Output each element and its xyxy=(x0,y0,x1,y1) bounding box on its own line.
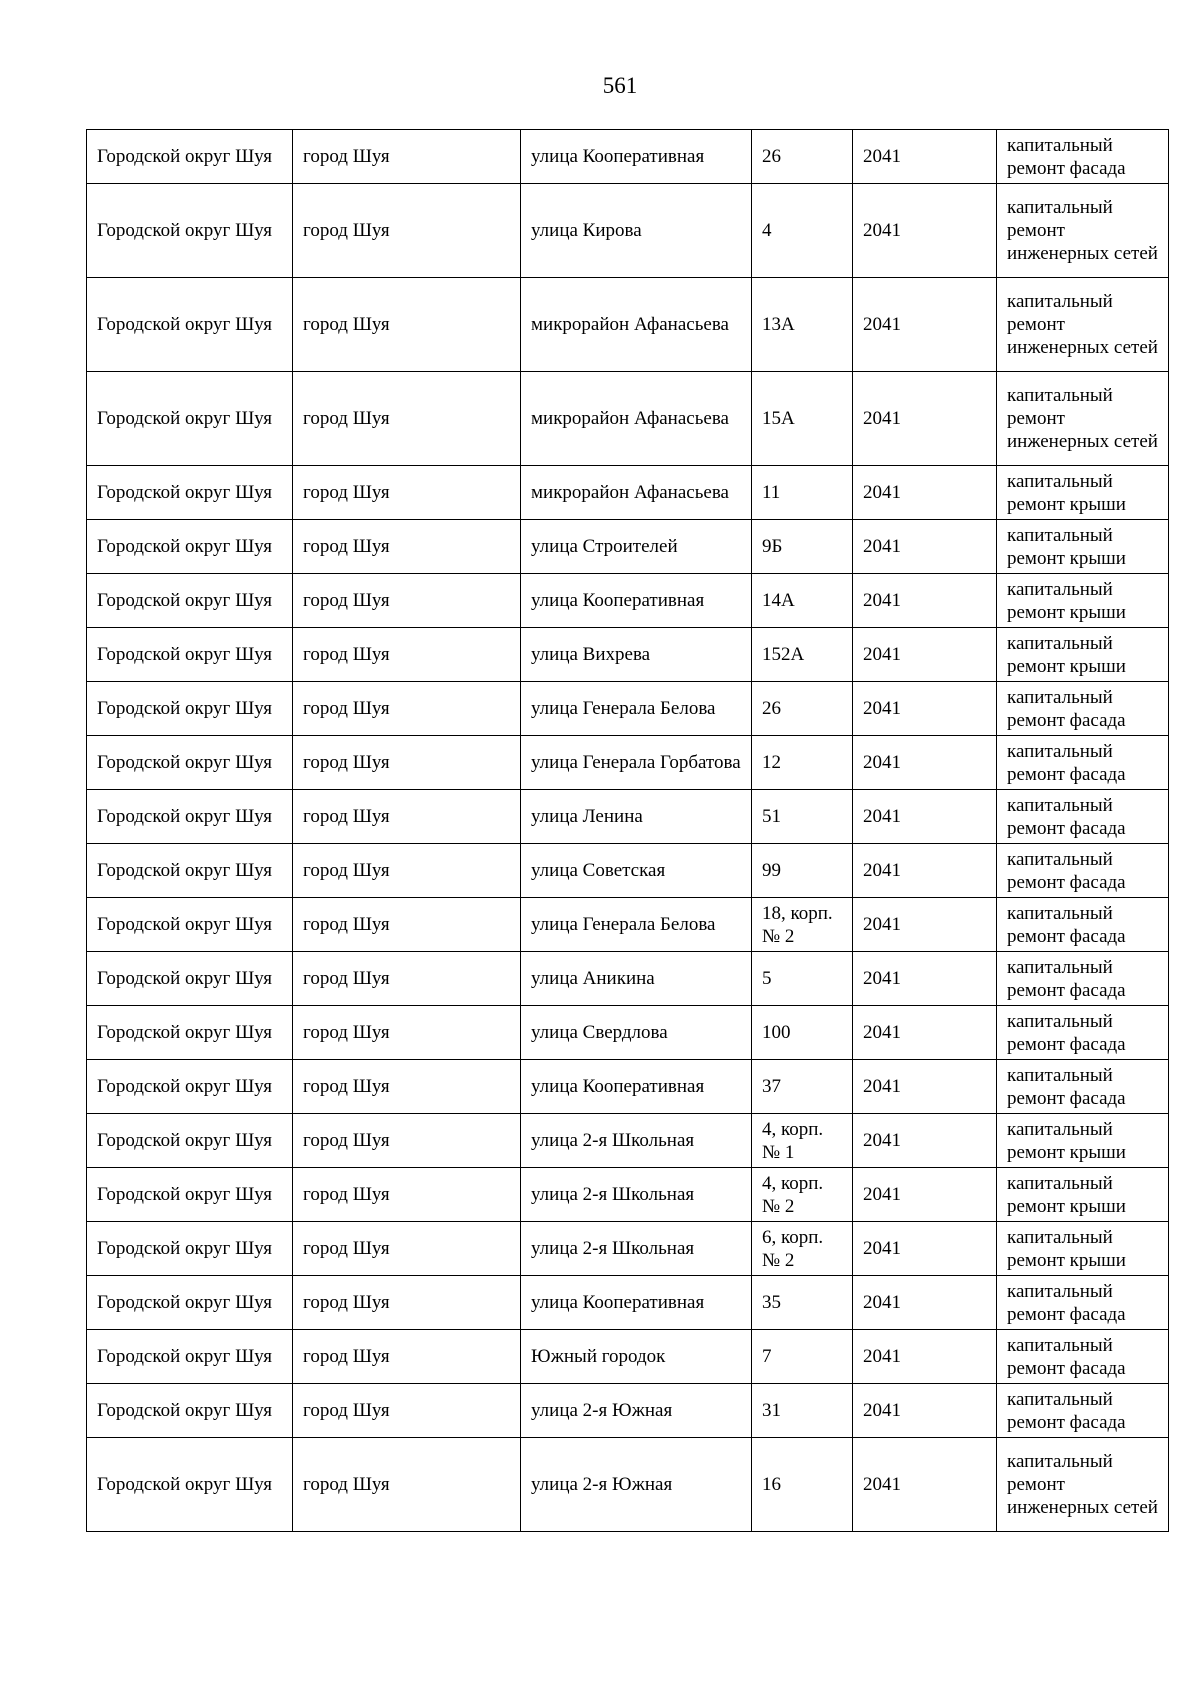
table-row xyxy=(87,1114,1169,1168)
house-number-cell: 99 xyxy=(752,844,853,898)
table-row xyxy=(87,898,1169,952)
year-cell: 2041 xyxy=(853,372,997,466)
settlement-cell: город Шуя xyxy=(293,278,521,372)
settlement-cell: город Шуя xyxy=(293,130,521,184)
table-row xyxy=(87,130,1169,184)
house-number-cell: 4, корп. № 2 xyxy=(752,1168,853,1222)
year-cell: 2041 xyxy=(853,1006,997,1060)
table-row xyxy=(87,1222,1169,1276)
street-cell: улица 2-я Школьная xyxy=(521,1114,752,1168)
table-row xyxy=(87,184,1169,278)
settlement-cell: город Шуя xyxy=(293,952,521,1006)
work-type-cell: капитальный ремонт инженерных сетей xyxy=(997,184,1169,278)
year-cell: 2041 xyxy=(853,1438,997,1532)
work-type-cell: капитальный ремонт инженерных сетей xyxy=(997,278,1169,372)
work-type-cell: капитальный ремонт фасада xyxy=(997,844,1169,898)
municipality-cell: Городской округ Шуя xyxy=(87,1330,293,1384)
settlement-cell: город Шуя xyxy=(293,682,521,736)
municipality-cell: Городской округ Шуя xyxy=(87,466,293,520)
year-cell: 2041 xyxy=(853,1384,997,1438)
settlement-cell: город Шуя xyxy=(293,466,521,520)
work-type-cell: капитальный ремонт фасада xyxy=(997,1006,1169,1060)
settlement-cell: город Шуя xyxy=(293,1330,521,1384)
repair-schedule-table xyxy=(86,129,1169,1532)
year-cell: 2041 xyxy=(853,790,997,844)
house-number-cell: 15А xyxy=(752,372,853,466)
settlement-cell: город Шуя xyxy=(293,1168,521,1222)
settlement-cell: город Шуя xyxy=(293,1114,521,1168)
municipality-cell: Городской округ Шуя xyxy=(87,130,293,184)
settlement-cell: город Шуя xyxy=(293,1276,521,1330)
street-cell: улица 2-я Южная xyxy=(521,1384,752,1438)
street-cell: улица Кооперативная xyxy=(521,130,752,184)
table-row xyxy=(87,844,1169,898)
work-type-cell: капитальный ремонт крыши xyxy=(997,1222,1169,1276)
table-row xyxy=(87,1276,1169,1330)
work-type-cell: капитальный ремонт фасада xyxy=(997,898,1169,952)
year-cell: 2041 xyxy=(853,1060,997,1114)
house-number-cell: 6, корп. № 2 xyxy=(752,1222,853,1276)
year-cell: 2041 xyxy=(853,682,997,736)
street-cell: микрорайон Афанасьева xyxy=(521,372,752,466)
street-cell: улица Ленина xyxy=(521,790,752,844)
year-cell: 2041 xyxy=(853,952,997,1006)
house-number-cell: 12 xyxy=(752,736,853,790)
work-type-cell: капитальный ремонт фасада xyxy=(997,1276,1169,1330)
municipality-cell: Городской округ Шуя xyxy=(87,1114,293,1168)
municipality-cell: Городской округ Шуя xyxy=(87,844,293,898)
house-number-cell: 11 xyxy=(752,466,853,520)
street-cell: Южный городок xyxy=(521,1330,752,1384)
table-row xyxy=(87,1330,1169,1384)
settlement-cell: город Шуя xyxy=(293,372,521,466)
house-number-cell: 4, корп. № 1 xyxy=(752,1114,853,1168)
work-type-cell: капитальный ремонт инженерных сетей xyxy=(997,372,1169,466)
house-number-cell: 26 xyxy=(752,682,853,736)
house-number-cell: 26 xyxy=(752,130,853,184)
settlement-cell: город Шуя xyxy=(293,898,521,952)
table-row xyxy=(87,466,1169,520)
work-type-cell: капитальный ремонт крыши xyxy=(997,574,1169,628)
settlement-cell: город Шуя xyxy=(293,1438,521,1532)
municipality-cell: Городской округ Шуя xyxy=(87,1060,293,1114)
year-cell: 2041 xyxy=(853,898,997,952)
settlement-cell: город Шуя xyxy=(293,1060,521,1114)
street-cell: улица Свердлова xyxy=(521,1006,752,1060)
house-number-cell: 16 xyxy=(752,1438,853,1532)
street-cell: улица 2-я Южная xyxy=(521,1438,752,1532)
street-cell: улица Кирова xyxy=(521,184,752,278)
page-number: 561 xyxy=(602,73,638,98)
table-row xyxy=(87,520,1169,574)
municipality-cell: Городской округ Шуя xyxy=(87,278,293,372)
table-row xyxy=(87,790,1169,844)
year-cell: 2041 xyxy=(853,574,997,628)
street-cell: микрорайон Афанасьева xyxy=(521,466,752,520)
settlement-cell: город Шуя xyxy=(293,844,521,898)
work-type-cell: капитальный ремонт фасада xyxy=(997,682,1169,736)
house-number-cell: 4 xyxy=(752,184,853,278)
work-type-cell: капитальный ремонт крыши xyxy=(997,628,1169,682)
municipality-cell: Городской округ Шуя xyxy=(87,1384,293,1438)
street-cell: улица Вихрева xyxy=(521,628,752,682)
street-cell: улица Кооперативная xyxy=(521,1060,752,1114)
table-row xyxy=(87,1168,1169,1222)
work-type-cell: капитальный ремонт фасада xyxy=(997,130,1169,184)
year-cell: 2041 xyxy=(853,844,997,898)
work-type-cell: капитальный ремонт крыши xyxy=(997,1114,1169,1168)
table-row xyxy=(87,278,1169,372)
municipality-cell: Городской округ Шуя xyxy=(87,574,293,628)
year-cell: 2041 xyxy=(853,736,997,790)
settlement-cell: город Шуя xyxy=(293,520,521,574)
street-cell: улица Кооперативная xyxy=(521,574,752,628)
work-type-cell: капитальный ремонт инженерных сетей xyxy=(997,1438,1169,1532)
house-number-cell: 152А xyxy=(752,628,853,682)
house-number-cell: 35 xyxy=(752,1276,853,1330)
municipality-cell: Городской округ Шуя xyxy=(87,790,293,844)
street-cell: улица 2-я Школьная xyxy=(521,1222,752,1276)
work-type-cell: капитальный ремонт крыши xyxy=(997,466,1169,520)
municipality-cell: Городской округ Шуя xyxy=(87,1438,293,1532)
table-row xyxy=(87,1006,1169,1060)
settlement-cell: город Шуя xyxy=(293,1006,521,1060)
street-cell: улица Кооперативная xyxy=(521,1276,752,1330)
settlement-cell: город Шуя xyxy=(293,1384,521,1438)
house-number-cell: 18, корп. № 2 xyxy=(752,898,853,952)
settlement-cell: город Шуя xyxy=(293,790,521,844)
house-number-cell: 13А xyxy=(752,278,853,372)
municipality-cell: Городской округ Шуя xyxy=(87,952,293,1006)
municipality-cell: Городской округ Шуя xyxy=(87,1222,293,1276)
settlement-cell: город Шуя xyxy=(293,574,521,628)
house-number-cell: 37 xyxy=(752,1060,853,1114)
municipality-cell: Городской округ Шуя xyxy=(87,1276,293,1330)
house-number-cell: 5 xyxy=(752,952,853,1006)
house-number-cell: 31 xyxy=(752,1384,853,1438)
year-cell: 2041 xyxy=(853,278,997,372)
settlement-cell: город Шуя xyxy=(293,736,521,790)
year-cell: 2041 xyxy=(853,520,997,574)
table-body xyxy=(87,130,1169,1532)
street-cell: улица Аникина xyxy=(521,952,752,1006)
year-cell: 2041 xyxy=(853,1276,997,1330)
table-row xyxy=(87,1060,1169,1114)
table-row xyxy=(87,372,1169,466)
street-cell: улица Советская xyxy=(521,844,752,898)
settlement-cell: город Шуя xyxy=(293,1222,521,1276)
street-cell: улица Строителей xyxy=(521,520,752,574)
street-cell: улица 2-я Школьная xyxy=(521,1168,752,1222)
year-cell: 2041 xyxy=(853,1330,997,1384)
year-cell: 2041 xyxy=(853,1222,997,1276)
municipality-cell: Городской округ Шуя xyxy=(87,682,293,736)
work-type-cell: капитальный ремонт фасада xyxy=(997,1330,1169,1384)
work-type-cell: капитальный ремонт фасада xyxy=(997,790,1169,844)
municipality-cell: Городской округ Шуя xyxy=(87,1006,293,1060)
street-cell: улица Генерала Белова xyxy=(521,682,752,736)
work-type-cell: капитальный ремонт фасада xyxy=(997,1384,1169,1438)
table-row xyxy=(87,682,1169,736)
table-row xyxy=(87,952,1169,1006)
municipality-cell: Городской округ Шуя xyxy=(87,736,293,790)
work-type-cell: капитальный ремонт крыши xyxy=(997,520,1169,574)
settlement-cell: город Шуя xyxy=(293,184,521,278)
table-row xyxy=(87,628,1169,682)
year-cell: 2041 xyxy=(853,466,997,520)
year-cell: 2041 xyxy=(853,1114,997,1168)
work-type-cell: капитальный ремонт крыши xyxy=(997,1168,1169,1222)
house-number-cell: 14А xyxy=(752,574,853,628)
year-cell: 2041 xyxy=(853,184,997,278)
municipality-cell: Городской округ Шуя xyxy=(87,898,293,952)
settlement-cell: город Шуя xyxy=(293,628,521,682)
table-row xyxy=(87,574,1169,628)
street-cell: улица Генерала Белова xyxy=(521,898,752,952)
municipality-cell: Городской округ Шуя xyxy=(87,520,293,574)
house-number-cell: 9Б xyxy=(752,520,853,574)
street-cell: микрорайон Афанасьева xyxy=(521,278,752,372)
municipality-cell: Городской округ Шуя xyxy=(87,628,293,682)
year-cell: 2041 xyxy=(853,130,997,184)
work-type-cell: капитальный ремонт фасада xyxy=(997,736,1169,790)
table-row xyxy=(87,736,1169,790)
year-cell: 2041 xyxy=(853,628,997,682)
work-type-cell: капитальный ремонт фасада xyxy=(997,952,1169,1006)
municipality-cell: Городской округ Шуя xyxy=(87,184,293,278)
table-row xyxy=(87,1438,1169,1532)
street-cell: улица Генерала Горбатова xyxy=(521,736,752,790)
house-number-cell: 51 xyxy=(752,790,853,844)
municipality-cell: Городской округ Шуя xyxy=(87,372,293,466)
house-number-cell: 7 xyxy=(752,1330,853,1384)
municipality-cell: Городской округ Шуя xyxy=(87,1168,293,1222)
work-type-cell: капитальный ремонт фасада xyxy=(997,1060,1169,1114)
year-cell: 2041 xyxy=(853,1168,997,1222)
house-number-cell: 100 xyxy=(752,1006,853,1060)
table-row xyxy=(87,1384,1169,1438)
